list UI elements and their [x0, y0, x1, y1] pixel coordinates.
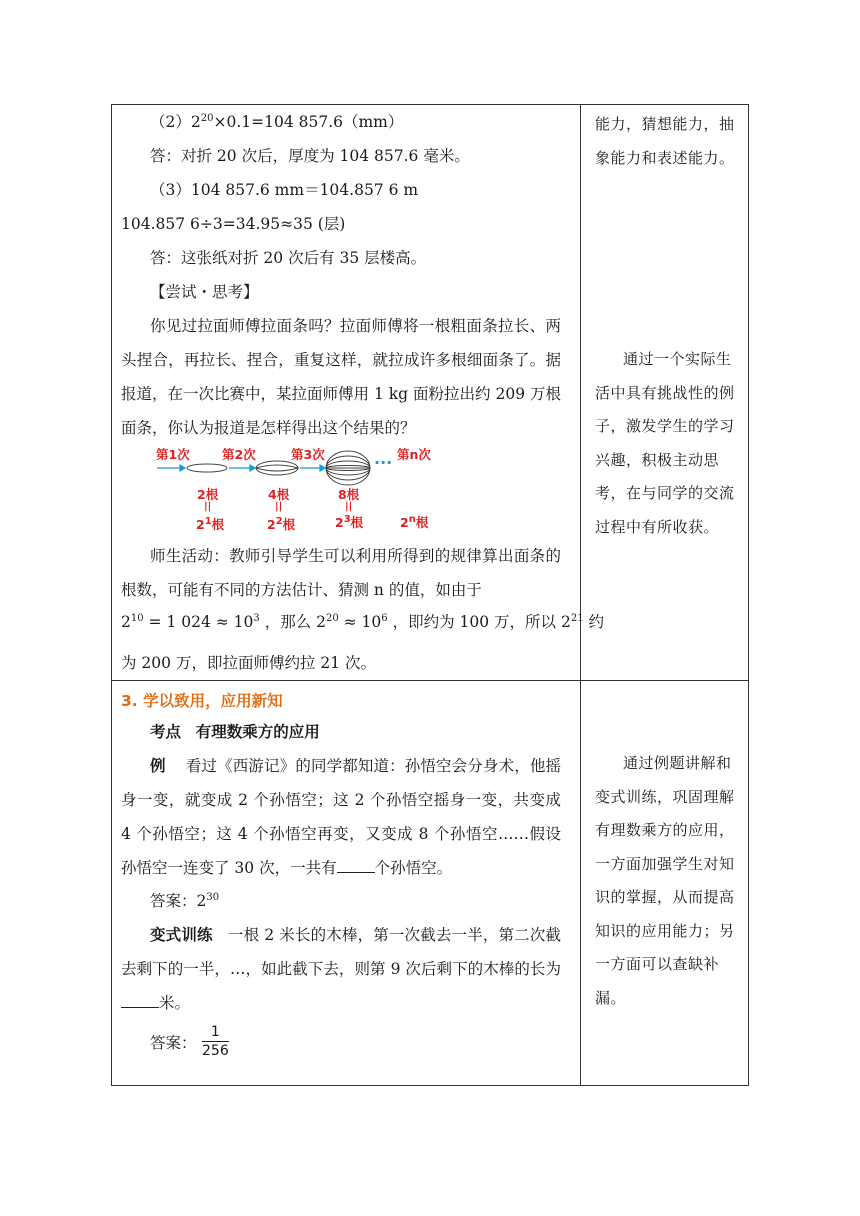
section-heading-apply: 3. 学以致用，应用新知: [121, 692, 283, 710]
variant-problem: 变式训练 一根 2 米长的木棒，第一次截去一半，第二次截去剩下的一半，…，如此截下去，则第 9 次后剩下的木棒的长为米。: [121, 926, 562, 1012]
activity-formula-line: $2^{10} = 1$ $024 \approx 10^3$ ，那么 $2^{20} \approx 10^6$ ，即约为 100 万，所以 $2^{21}$ 约: [121, 612, 604, 631]
arrow-3: [300, 465, 325, 471]
count-1-top: 2根: [197, 487, 219, 502]
calc-line-3: （3）104 857.6 mm＝104.857 6 m: [150, 181, 419, 199]
count-3-top: 8根: [338, 487, 360, 502]
step-1-label: 第1次: [156, 447, 190, 462]
ellipsis-dots: ···: [374, 453, 393, 472]
teacher-activity-text: 师生活动：教师引导学生可以利用所得到的规律算出面条的根数，可能有不同的方法估计、猜测 n 的值，如由于: [121, 547, 561, 599]
answer-line-3: 答：这张纸对折 20 次后有 35 层楼高。: [150, 249, 427, 267]
noodle-question: 你见过拉面师傅拉面条吗？拉面师傅将一根粗面条拉长、两头捏合，再拉长、捏合，重复这样，就拉成许多根细面条了。据报道，在一次比赛中，某拉面师傅用 1 kg 面粉拉出约 209 万根面条，你认为报道是怎样得出这个结果的？: [121, 317, 561, 437]
count-2-power: $2^2$根: [267, 515, 296, 532]
variant-answer-label: 答案：: [150, 1034, 197, 1052]
noodle-1-shape: [187, 464, 227, 472]
count-n-power: 2$^n$根: [400, 513, 429, 530]
side-note-top: 能力，猜想能力，抽象能力和表述能力。: [595, 115, 735, 167]
answer-line-2: 答：对折 20 次后，厚度为 104 857.6 毫米。: [150, 147, 470, 165]
table-border-left: [111, 104, 112, 1086]
example-answer-blank: [337, 858, 375, 873]
equals-2: ||: [275, 501, 283, 512]
table-border-top: [111, 104, 749, 105]
noodle-3-shape: [326, 451, 370, 485]
activity-conclusion: 为 200 万，即拉面师傅约拉 21 次。: [121, 654, 377, 672]
side-note-bottom: 通过例题讲解和变式训练，巩固理解有理数乘方的应用，一方面加强学生对知识的掌握，从而提高知识的应用能力；另一方面可以查缺补漏。: [595, 754, 735, 1007]
table-row-divider: [111, 680, 749, 681]
side-note-middle: 通过一个实际生活中具有挑战性的例子，激发学生的学习兴趣，积极主动思考，在与同学的交流过程中有所收获。: [595, 350, 735, 536]
kaodian-line: 考点 有理数乘方的应用: [150, 723, 320, 741]
arrow-1: [157, 465, 185, 471]
table-border-right: [748, 104, 749, 1086]
count-1-power: $2^1$根: [196, 515, 225, 532]
table-column-divider: [580, 104, 581, 1086]
variant-answer-blank: [121, 993, 159, 1008]
step-n-label: 第n次: [397, 447, 431, 462]
noodle-2-shape: [256, 461, 298, 475]
arrow-2: [229, 465, 255, 471]
calc-line-4: 104.857 6÷3=34.95≈35 (层): [121, 215, 346, 233]
count-2-top: 4根: [268, 487, 290, 502]
count-3-power: $2^3$根: [335, 513, 364, 530]
table-border-bottom: [111, 1085, 749, 1086]
section-label-try-think: 【尝试・思考】: [150, 283, 259, 301]
equals-3: ||: [345, 501, 353, 512]
example-answer: 答案：$2^{30}$: [150, 891, 220, 910]
step-3-label: 第3次: [291, 447, 325, 462]
noodle-folding-diagram: [152, 443, 452, 535]
equals-1: ||: [204, 501, 212, 512]
calc-line-2: $(2)2^{20}\times 0.1=104$ 857.6（mm）: [150, 112, 404, 131]
step-2-label: 第2次: [222, 447, 256, 462]
variant-answer-fraction: $\frac{1}{256}$: [202, 1024, 229, 1059]
example-problem: 例 看过《西游记》的同学都知道：孙悟空会分身术，他摇身一变，就变成 2 个孙悟空；这 2 个孙悟空摇身一变，共变成 4 个孙悟空；这 4 个孙悟空再变，又变成 8 个孙悟空……假设孙悟空一连变了 30 次，一共有 个孙悟空。: [121, 757, 561, 877]
